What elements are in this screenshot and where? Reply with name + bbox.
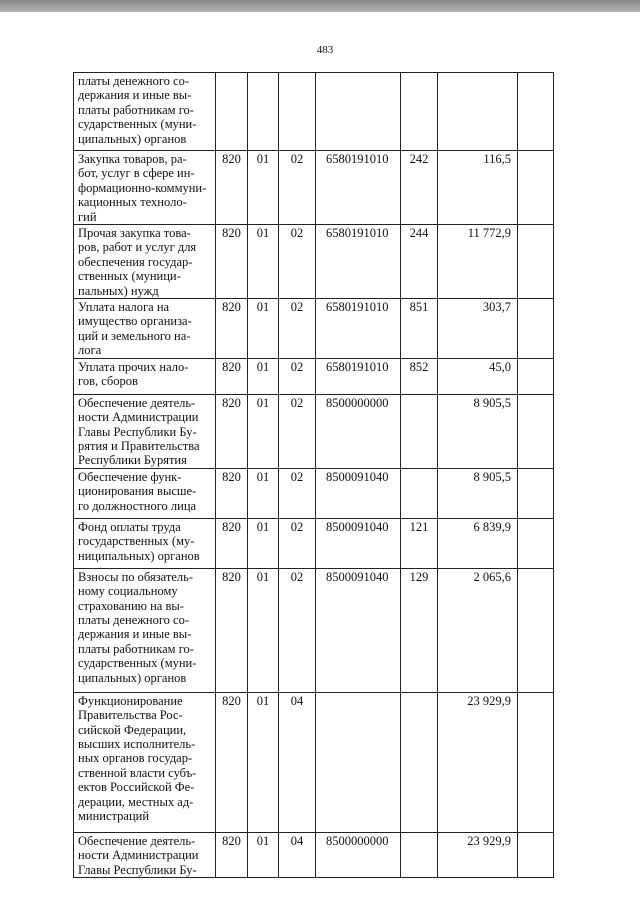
cell-vr	[401, 73, 438, 151]
cell-csr: 6580191010	[316, 299, 401, 359]
cell-sum: 45,0	[438, 358, 518, 394]
cell-ved: 820	[216, 468, 248, 518]
cell-rz: 01	[248, 832, 279, 877]
cell-ved: 820	[216, 151, 248, 225]
cell-sum: 11 772,9	[438, 225, 518, 299]
cell-sum: 6 839,9	[438, 518, 518, 568]
cell-ved: 820	[216, 394, 248, 468]
cell-pr: 04	[279, 832, 316, 877]
table-row	[74, 468, 554, 518]
table-row	[74, 73, 554, 151]
cell-rz: 01	[248, 468, 279, 518]
scan-edge-bar	[0, 0, 640, 12]
cell-pr: 02	[279, 394, 316, 468]
cell-vr	[401, 692, 438, 832]
cell-name: Уплата налога на имущество организа- ций и земельного на- лога	[74, 299, 216, 359]
cell-ved: 820	[216, 832, 248, 877]
cell-pr: 02	[279, 299, 316, 359]
cell-blank	[518, 394, 554, 468]
cell-name: Функционирование Правительства Рос- сийской Федерации, высших исполнитель- ных органов государ- ственной власти субъ- ектов Российской Фе- дерации, местных ад- министраций	[74, 692, 216, 832]
cell-blank	[518, 468, 554, 518]
cell-sum: 2 065,6	[438, 568, 518, 692]
cell-blank	[518, 299, 554, 359]
cell-name: Закупка товаров, ра- бот, услуг в сфере ин- формационно-коммуни- кационных техноло- гий	[74, 151, 216, 225]
cell-vr: 129	[401, 568, 438, 692]
cell-ved	[216, 73, 248, 151]
cell-ved: 820	[216, 518, 248, 568]
cell-rz: 01	[248, 568, 279, 692]
cell-rz: 01	[248, 225, 279, 299]
cell-csr: 8500000000	[316, 832, 401, 877]
cell-vr: 851	[401, 299, 438, 359]
cell-csr: 6580191010	[316, 358, 401, 394]
cell-sum: 8 905,5	[438, 394, 518, 468]
cell-vr: 852	[401, 358, 438, 394]
cell-ved: 820	[216, 358, 248, 394]
cell-pr: 04	[279, 692, 316, 832]
cell-sum: 23 929,9	[438, 692, 518, 832]
cell-blank	[518, 518, 554, 568]
cell-csr	[316, 73, 401, 151]
cell-pr: 02	[279, 151, 316, 225]
cell-rz: 01	[248, 358, 279, 394]
cell-sum: 8 905,5	[438, 468, 518, 518]
cell-blank	[518, 358, 554, 394]
cell-pr: 02	[279, 568, 316, 692]
cell-sum: 303,7	[438, 299, 518, 359]
cell-vr: 121	[401, 518, 438, 568]
cell-blank	[518, 692, 554, 832]
cell-csr: 8500091040	[316, 568, 401, 692]
cell-rz	[248, 73, 279, 151]
cell-ved: 820	[216, 225, 248, 299]
cell-blank	[518, 832, 554, 877]
cell-pr: 02	[279, 225, 316, 299]
cell-pr: 02	[279, 468, 316, 518]
cell-name: Обеспечение деятель- ности Администрации Главы Республики Бу-	[74, 832, 216, 877]
cell-blank	[518, 568, 554, 692]
cell-pr: 02	[279, 358, 316, 394]
table-row	[74, 692, 554, 832]
cell-csr: 6580191010	[316, 151, 401, 225]
cell-name: Обеспечение деятель- ности Администрации Главы Республики Бу- рятия и Правительства Республики Бурятия	[74, 394, 216, 468]
cell-ved: 820	[216, 568, 248, 692]
cell-sum	[438, 73, 518, 151]
cell-name: Фонд оплаты труда государственных (му- ниципальных) органов	[74, 518, 216, 568]
cell-blank	[518, 73, 554, 151]
cell-name: платы денежного со- держания и иные вы- платы работникам го- сударственных (муни- ципальных) органов	[74, 73, 216, 151]
table-row	[74, 151, 554, 225]
cell-name: Обеспечение функ- ционирования высше- го должностного лица	[74, 468, 216, 518]
cell-csr: 6580191010	[316, 225, 401, 299]
cell-rz: 01	[248, 692, 279, 832]
table-row	[74, 518, 554, 568]
budget-table	[73, 72, 554, 878]
cell-sum: 23 929,9	[438, 832, 518, 877]
cell-ved: 820	[216, 299, 248, 359]
cell-csr: 8500091040	[316, 468, 401, 518]
table-row	[74, 832, 554, 877]
table-row	[74, 394, 554, 468]
cell-csr	[316, 692, 401, 832]
cell-rz: 01	[248, 299, 279, 359]
cell-name: Уплата прочих нало- гов, сборов	[74, 358, 216, 394]
cell-name: Взносы по обязатель- ному социальному страхованию на вы- платы денежного со- держания и иные вы- платы работникам го- сударственных (муни- ципальных) органов	[74, 568, 216, 692]
page-number: 483	[316, 44, 334, 56]
cell-blank	[518, 151, 554, 225]
cell-vr: 244	[401, 225, 438, 299]
cell-pr: 02	[279, 518, 316, 568]
table-row	[74, 568, 554, 692]
cell-rz: 01	[248, 394, 279, 468]
cell-sum: 116,5	[438, 151, 518, 225]
table-row	[74, 299, 554, 359]
cell-csr: 8500091040	[316, 518, 401, 568]
table-row	[74, 225, 554, 299]
cell-vr: 242	[401, 151, 438, 225]
cell-csr: 8500000000	[316, 394, 401, 468]
cell-ved: 820	[216, 692, 248, 832]
cell-vr	[401, 832, 438, 877]
cell-vr	[401, 394, 438, 468]
cell-vr	[401, 468, 438, 518]
cell-pr	[279, 73, 316, 151]
cell-blank	[518, 225, 554, 299]
table-row	[74, 358, 554, 394]
cell-rz: 01	[248, 151, 279, 225]
cell-name: Прочая закупка това- ров, работ и услуг для обеспечения государ- ственных (муници- пальных) нужд	[74, 225, 216, 299]
cell-rz: 01	[248, 518, 279, 568]
